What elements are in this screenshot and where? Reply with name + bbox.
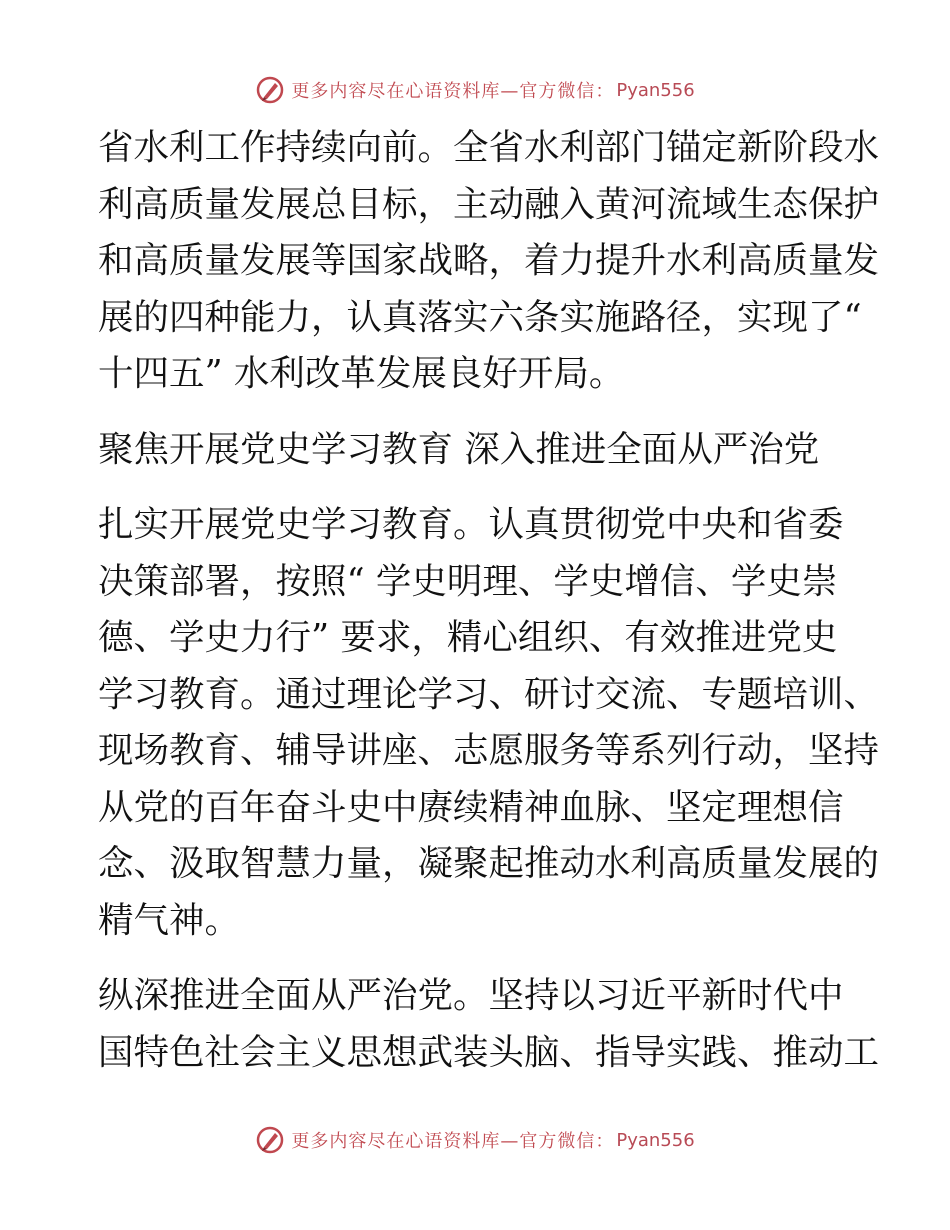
section-heading: 聚焦开展党史学习教育 深入推进全面从严治党 [98,428,820,470]
paragraph-1 [98,120,880,403]
text-line: 学习教育。通过理论学习、研讨交流、专题培训、 [98,673,880,715]
text-line: 从党的百年奋斗史中赓续精神血脉、坚定理想信 [98,786,844,828]
text-line: 念、汲取智慧力量，凝聚起推动水利高质量发展的 [98,843,880,884]
text-line: 利高质量发展总目标，主动融入黄河流域生态保护 [98,183,880,225]
text-line: 国特色社会主义思想武装头脑、指导实践、推动工 [98,1031,880,1073]
document-body [98,120,880,1081]
header-watermark [0,70,950,110]
text-line: 德、学史力行” 要求，精心组织、有效推进党史 [98,617,838,658]
text-line: 扎实开展党史学习教育。认真贯彻党中央和省委 [98,504,844,545]
text-line: 精气神。 [98,899,241,941]
watermark-text: 更多内容尽在心语资料库—官方微信： [291,1131,615,1152]
text-line: 纵深推进全面从严治党。坚持以习近平新时代中 [98,975,844,1016]
watermark-wechat-id: Pyan556 [616,79,695,101]
pen-logo-icon [255,1125,285,1155]
paragraph-3 [98,968,880,1081]
text-line: 现场教育、辅导讲座、志愿服务等系列行动，坚持 [98,730,880,771]
footer-watermark [0,1120,950,1160]
watermark-wechat-id: Pyan556 [616,1129,695,1151]
paragraph-2 [98,497,880,949]
text-line: 展的四种能力，认真落实六条实施路径，实现了“ [98,296,862,338]
watermark-text: 更多内容尽在心语资料库—官方微信： [291,81,615,102]
text-line: 省水利工作持续向前。全省水利部门锚定新阶段水 [98,127,880,168]
pen-logo-icon [255,75,285,105]
text-line: 十四五” 水利改革发展良好开局。 [98,353,625,394]
text-line: 决策部署，按照“ 学史明理、学史增信、学史崇 [98,560,838,602]
text-line: 和高质量发展等国家战略，着力提升水利高质量发 [98,240,880,281]
